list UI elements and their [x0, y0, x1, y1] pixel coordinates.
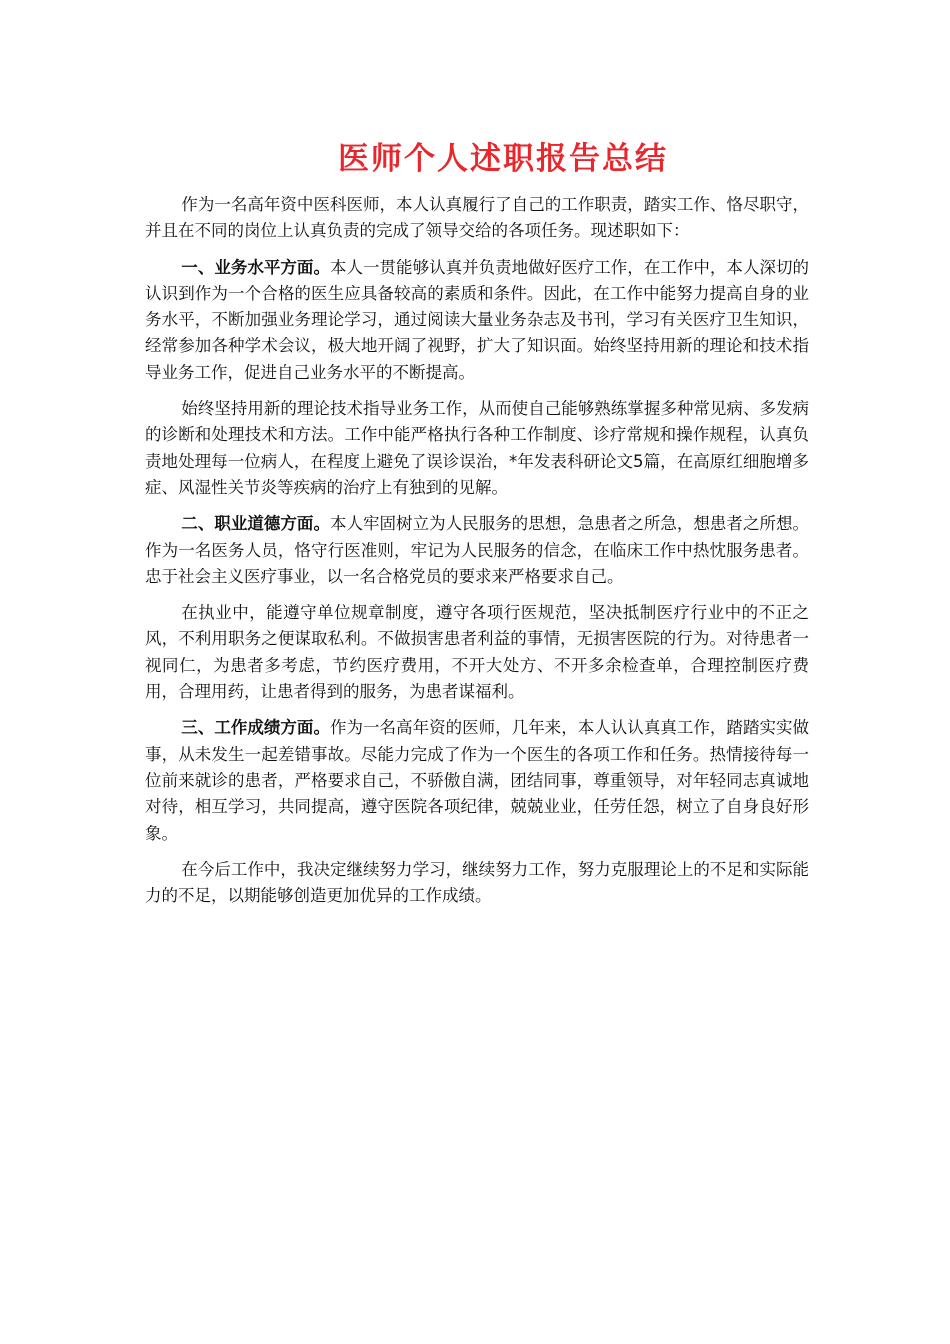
paragraph-work-achievements — [145, 715, 809, 846]
paragraph-text: 在执业中，能遵守单位规章制度，遵守各项行医规范，坚决抵制医疗行业中的不正之风，不利用职务之便谋取私利。不做损害患者利益的事情，无损害医院的行为。对待患者一视同仁，为患者多考虑，节约医疗费用，不开大处方、不开多余检查单，合理控制医疗费用，合理用药，让患者得到的服务，为患者谋福利。 — [145, 603, 809, 702]
paragraph-conclusion — [145, 857, 809, 910]
paragraph-text: 作为一名高年资中医科医师，本人认真履行了自己的工作职责，踏实工作、恪尽职守，并且在不同的岗位上认真负责的完成了领导交给的各项任务。现述职如下： — [145, 195, 809, 241]
document-body — [145, 192, 809, 919]
paragraph-professional-ethics — [145, 511, 809, 590]
paragraph-business-theory — [145, 396, 809, 501]
paragraph-text: 作为一名高年资的医师，几年来，本人认认真真工作，踏踏实实做事，从未发生一起差错事故。尽能力完成了作为一个医生的各项工作和任务。热情接待每一位前来就诊的患者，严格要求自己，不骄傲自满，团结同事，尊重领导，对年轻同志真诚地对待，相互学习，共同提高，遵守医院各项纪律，兢兢业业，任劳任怨，树立了自身良好形象。 — [145, 718, 810, 843]
section-heading-business-level: 一、业务水平方面。 — [181, 257, 330, 277]
section-heading-work-achievements: 三、工作成绩方面。 — [181, 718, 330, 738]
paragraph-intro — [145, 192, 809, 245]
paragraph-text: 本人一贯能够认真并负责地做好医疗工作，在工作中，本人深切的认识到作为一个合格的医生应具备较高的素质和条件。因此，在工作中能努力提高自身的业务水平，不断加强业务理论学习，通过阅读大量业务杂志及书刊，学习有关医疗卫生知识，经常参加各种学术会议，极大地开阔了视野，扩大了知识面。始终坚持用新的理论和技术指导业务工作，促进自己业务水平的不断提高。 — [145, 257, 810, 382]
paragraph-text: 在今后工作中，我决定继续努力学习，继续努力工作，努力克服理论上的不足和实际能力的不足，以期能够创造更加优异的工作成绩。 — [145, 859, 809, 906]
section-heading-professional-ethics: 二、职业道德方面。 — [181, 514, 330, 534]
paragraph-text: 本人牢固树立为人民服务的思想，急患者之所急，想患者之所想。作为一名医务人员，恪守行医准则，牢记为人民服务的信念，在临床工作中热忱服务患者。忠于社会主义医疗事业，以一名合格党员的要求来严格要求自己。 — [145, 514, 810, 586]
page-title: 医师个人述职报告总结 — [338, 141, 668, 177]
paragraph-text: 始终坚持用新的理论技术指导业务工作，从而使自己能够熟练掌握多种常见病、多发病的诊断和处理技术和方法。工作中能严格执行各种工作制度、诊疗常规和操作规程，认真负责地处理每一位病人，在程度上避免了误诊误治，*年发表科研论文5篇，在高原红细胞增多症、风湿性关节炎等疾病的治疗上有独到的见解。 — [145, 399, 809, 497]
paragraph-practice-conduct — [145, 600, 809, 705]
paragraph-business-level — [145, 255, 809, 386]
